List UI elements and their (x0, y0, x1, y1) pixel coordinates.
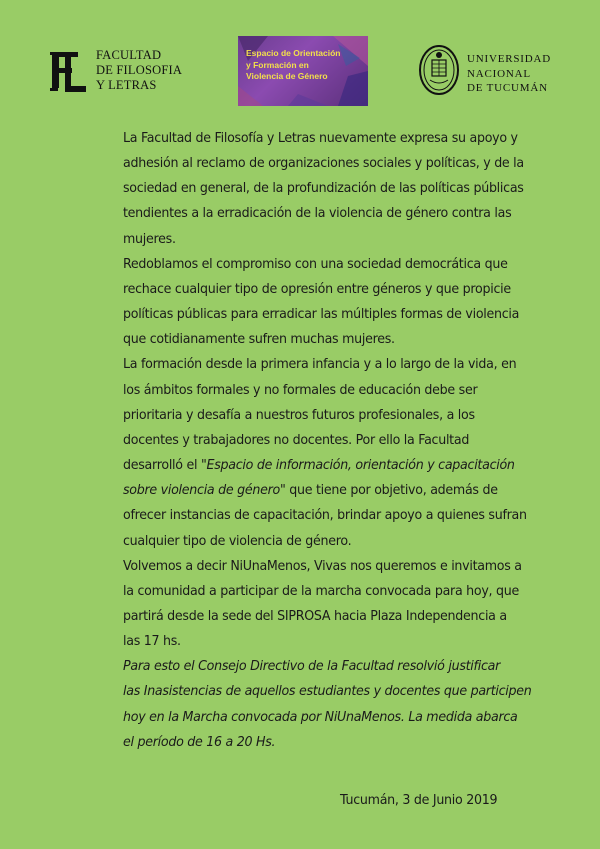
text-line: Redoblamos el compromiso con una sociedad democrática que (123, 255, 508, 272)
text-line: sociedad en general, de la profundización de las políticas públicas (123, 180, 524, 197)
text-line: que cotidianamente sufren muchas mujeres. (123, 331, 395, 348)
text-line: los ámbitos formales y no formales de educación debe ser (123, 381, 478, 398)
place-date-signature: Tucumán, 3 de Junio 2019 (340, 792, 498, 808)
text-line: mujeres. (123, 230, 176, 247)
text-span: que tiene por objetivo, además de (285, 482, 498, 499)
text-line: prioritaria y desafía a nuestros futuros profesionales, a los (123, 406, 475, 423)
faculty-name-line: Y LETRAS (96, 78, 157, 92)
university-name-line: NACIONAL (467, 67, 531, 80)
text-line: La formación desde la primera infancia y a lo largo de la vida, en (123, 356, 517, 373)
faculty-logo-icon (48, 48, 90, 94)
university-name-line: DE TUCUMÁN (467, 82, 548, 94)
university-name-line: UNIVERSIDAD (467, 53, 551, 65)
text-line-mixed (123, 453, 515, 478)
italic-line: hoy en la Marcha convocada por NiUnaMenos. La medida abarca (123, 708, 518, 725)
faculty-name-line: FACULTAD (96, 48, 162, 62)
text-line: las 17 hs. (123, 633, 181, 650)
faculty-name (96, 48, 182, 93)
text-span: desarrolló el (123, 457, 201, 474)
italic-line: las Inasistencias de aquellos estudiantes y docentes que participen (123, 683, 532, 700)
text-line: adhesión al reclamo de organizaciones sociales y políticas, y de la (123, 155, 524, 172)
faculty-name-line: DE FILOSOFIA (96, 63, 183, 77)
banner-line: y Formación en (246, 59, 309, 70)
header (0, 0, 600, 120)
text-line: La Facultad de Filosofía y Letras nuevamente expresa su apoyo y (123, 130, 518, 146)
text-line: docentes y trabajadores no docentes. Por ello la Facultad (123, 431, 470, 448)
italic-line: Para esto el Consejo Directivo de la Facultad resolvió justificar (123, 658, 501, 675)
italic-line: el período de 16 a 20 Hs. (123, 733, 276, 750)
program-name-italic: "Espacio de información, orientación y capacitación (200, 457, 515, 474)
banner-text (246, 48, 340, 83)
university-name (467, 52, 551, 96)
text-line: rechace cualquier tipo de opresión entre géneros y que propicie (123, 280, 511, 297)
statement-body (123, 126, 532, 755)
text-line: Volvemos a decir NiUnaMenos, Vivas nos queremos e invitamos a (123, 557, 522, 574)
text-line: tendientes a la erradicación de la violencia de género contra las (123, 205, 512, 222)
gender-violence-space-banner (238, 36, 368, 106)
university-seal-icon (418, 44, 460, 96)
program-name-italic: sobre violencia de género" (123, 482, 286, 499)
text-line: partirá desde la sede del SIPROSA hacia Plaza Independencia a (123, 607, 507, 624)
text-line: cualquier tipo de violencia de género. (123, 532, 352, 549)
banner-line: Espacio de Orientación (246, 48, 341, 58)
text-line: políticas públicas para erradicar las múltiples formas de violencia (123, 306, 520, 323)
text-line-mixed (123, 478, 498, 503)
banner-line: Violencia de Género (246, 71, 328, 81)
text-line: la comunidad a participar de la marcha convocada para hoy, que (123, 582, 520, 599)
text-line: ofrecer instancias de capacitación, brindar apoyo a quienes sufran (123, 507, 527, 524)
